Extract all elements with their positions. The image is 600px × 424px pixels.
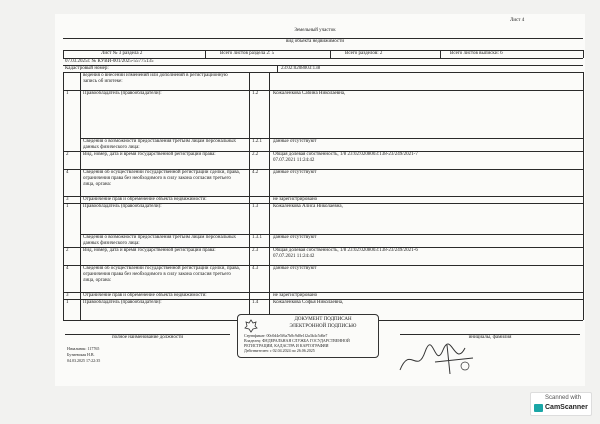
restriction-value: не зарегистрировано (273, 293, 318, 298)
consent-label: Сведения об осуществлении государственной регистрации сделки, права, ограничения права без необходимого в силу закона согласия третьего лица, органа: (83, 266, 240, 283)
continued-note: ведения о внесении изменений или дополнений в регистрационную запись об ипотеке: (83, 73, 228, 84)
document-sheet (55, 14, 585, 386)
camscanner-line1: Scanned with (545, 395, 582, 401)
row-num: 1 (66, 91, 69, 96)
footer-position-label: полное наименование должности (111, 335, 184, 340)
section-title: Земельный участок (294, 28, 336, 33)
reg-no: 2.3 (252, 248, 259, 253)
consent-no: 4.2 (252, 170, 259, 175)
third-party-label: Сведения о возможности предоставления третьим лицам персональных данных физического лица: (83, 235, 237, 246)
object-type: вид объекта недвижимости (285, 39, 345, 44)
meta-total-sheets: Всего листов выписки: 6 (450, 51, 503, 56)
footer-name-label: инициалы, фамилия (468, 335, 512, 340)
extract-date-number: 07.03.2025г. № КУВИ-001/2025-55775135 (65, 59, 154, 64)
e-signature-stamp (237, 314, 379, 358)
reg-no: 2.2 (252, 152, 259, 157)
third-party-no: 1.3.1 (252, 235, 262, 240)
camscanner-badge (530, 392, 592, 416)
meta-total-section: Всего листов раздела 2: 5 (220, 51, 275, 56)
meta-total-sections: Всего разделов: 2 (345, 51, 383, 56)
reg-num: 2 (66, 248, 69, 253)
cadastral-label: Кадастровый номер: (65, 66, 109, 71)
cadastral-value: 23:02:0208003:138 (281, 66, 321, 71)
owner-value: Кожаленкова Алиса Николаевна, (273, 204, 343, 209)
third-party-value: данные отсутствуют (273, 139, 317, 144)
owner-no: 1.4 (252, 300, 259, 305)
restriction-label: Ограничение прав и обременение объекта недвижимости: (83, 293, 207, 298)
camscanner-line2: CamScanner (545, 404, 588, 411)
third-party-no: 1.2.1 (252, 139, 262, 144)
reg-label: Вид, номер, дата и время государственной регистрации права: (83, 248, 216, 253)
consent-num: 4 (66, 170, 69, 175)
consent-value: данные отсутствуют (273, 170, 317, 175)
restriction-num: 3 (66, 293, 69, 298)
meta-sheet-no: Лист № 3 раздела 2 (101, 51, 143, 56)
consent-num: 4 (66, 266, 69, 271)
owner-label: Правообладатель (правообладатели): (83, 204, 162, 209)
row-num: 1 (66, 204, 69, 209)
reg-value: Общая долевая собственность, 1/8 23:02:0208003:138-23/249/2021-7 07.07.2021 11:24:42 (273, 152, 418, 163)
owner-no: 1.3 (252, 204, 259, 209)
coat-of-arms-icon (244, 319, 258, 333)
consent-no: 4.3 (252, 266, 259, 271)
owner-value: Кожаленкова Сабина Николаевна, (273, 91, 346, 96)
handwritten-signature (395, 340, 485, 380)
e-signature-line: Владелец: ФЕДЕРАЛЬНАЯ СЛУЖБА ГОСУДАРСТВЕННОЙ (244, 338, 350, 343)
row-num: 1 (66, 300, 69, 305)
reg-value: Общая долевая собственность, 1/8 23:02:0208003:138-23/249/2021-6 07.07.2021 11:24:42 (273, 248, 418, 259)
camscanner-logo-icon (534, 404, 543, 412)
stamp-line: 04.03.2025 17:22:35 (67, 358, 101, 363)
owner-label: Правообладатель (правообладатели): (83, 300, 162, 305)
page-label: Лист 4 (510, 18, 525, 23)
restriction-value: не зарегистрировано (273, 197, 318, 202)
e-signature-title: ДОКУМЕНТ ПОДПИСАН (294, 317, 352, 322)
restriction-num: 3 (66, 197, 69, 202)
consent-label: Сведения об осуществлении государственной регистрации сделки, права, ограничения права без необходимого в силу закона согласия третьего лица, органа: (83, 170, 240, 187)
consent-value: данные отсутствуют (273, 266, 317, 271)
owner-label: Правообладатель (правообладатели): (83, 91, 162, 96)
e-signature-subtitle: ЭЛЕКТРОННОЙ ПОДПИСЬЮ (289, 324, 357, 329)
restriction-label: Ограничение прав и обременение объекта недвижимости: (83, 197, 207, 202)
owner-value: Кожаленкова Софья Николаевна, (273, 300, 344, 305)
e-signature-line: Действителен: с 02.04.2024 по 26.06.2025 (244, 348, 315, 353)
reg-num: 2 (66, 152, 69, 157)
e-signature-line: Сертификат: 00c0d4e5f6a7b8c9d0e1f2a3b4c5d6e7 (244, 333, 328, 338)
third-party-value: данные отсутствуют (273, 235, 317, 240)
reg-label: Вид, номер, дата и время государственной регистрации права: (83, 152, 216, 157)
owner-no: 1.2 (252, 91, 259, 96)
stamp-line: Начальник: 117765 (67, 346, 100, 351)
official-stamp (65, 344, 125, 370)
third-party-label: Сведения о возможности предоставления третьим лицам персональных данных физического лица: (83, 139, 237, 150)
e-signature-line: РЕГИСТРАЦИИ, КАДАСТРА И КАРТОГРАФИИ (244, 343, 329, 348)
stamp-line: Бутиевская Н.В. (67, 352, 95, 357)
